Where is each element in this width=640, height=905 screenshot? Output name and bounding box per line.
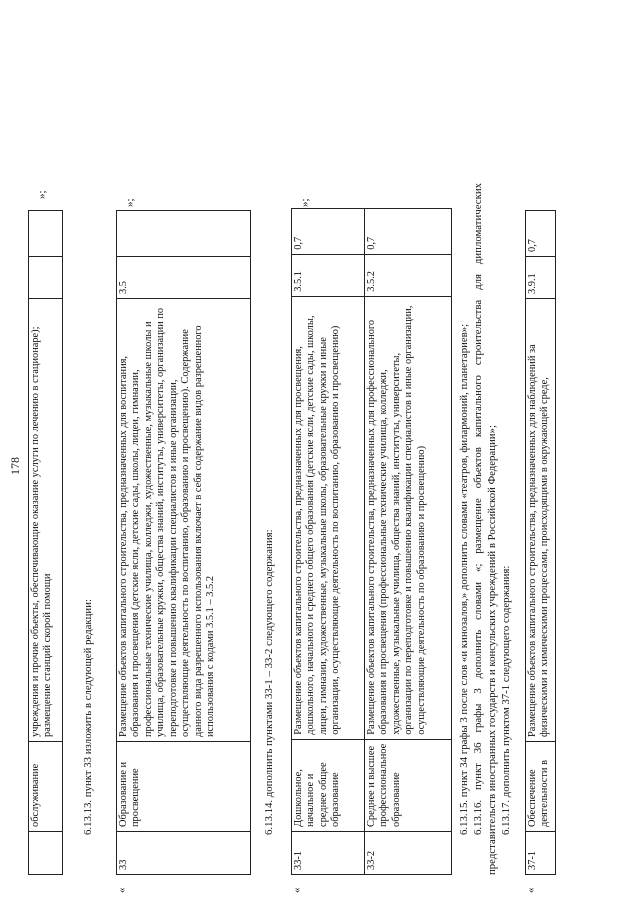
table-cell-name: обслуживание — [29, 742, 63, 832]
table-row — [526, 211, 556, 875]
table-cell-desc: Размещение объектов капитального строительства, предназначенных для наблюдений за физическими и химическими процессами, происходящими в окружающей среде, — [526, 299, 556, 742]
top-table — [28, 210, 63, 875]
table-row — [292, 208, 365, 874]
table-cell-num: 33-2 — [365, 832, 452, 875]
table-33-1 — [291, 208, 452, 875]
paragraph-6-13-16: 6.13.16. пункт 36 графы 3 дополнить словами «; размещение объектов капитального строительства для дипломатических — [472, 183, 484, 835]
table-cell-desc: Размещение объектов капитального строительства, предназначенных для воспитания, образования и просвещения (детские ясли, детские сады, школы, лицеи, гимназии, профессиональные технические училища, колледжи, художественные, музыкальные школы и училища, образовательные кружки, общества знаний, институты, университеты, организации по переподготовке и повышению квалификации специалистов и иные организации, осуществляющие деятельность по воспитанию, образованию и просвещению). Содержание данного вида разрешенного использования включает в себя содержание видов разрешенного использования с кодами 3.5.1 – 3.5.2 — [117, 299, 251, 742]
table-row — [29, 211, 63, 875]
table-cell-value — [29, 211, 63, 257]
table-33-block — [116, 198, 251, 893]
table-cell-num: 33 — [117, 832, 251, 875]
table-cell-name: Обеспечение деятельности в — [526, 742, 556, 832]
open-quote: « — [525, 887, 537, 893]
table-row — [117, 211, 251, 875]
paragraph-6-13-13: 6.13.13. пункт 33 изложить в следующей редакции: — [82, 599, 94, 835]
table-33-1-block — [291, 198, 452, 893]
paragraph-6-13-17: 6.13.17. дополнить пунктом 37-1 следующего содержания: — [500, 565, 512, 835]
table-cell-value: 0,7 — [292, 208, 365, 254]
table-cell-code: 3.5.2 — [365, 254, 452, 296]
table-cell-desc: Размещение объектов капитального строительства, предназначенных для профессионального образования и просвещения (профессиональные технические училища, колледжи, художественные, музыкальные училища, общества знаний, институты, университеты, организации по переподготовке и повышению квалификации специалистов и иные организации, осуществляющие деятельность по образованию и просвещению) — [365, 296, 452, 739]
table-cell-desc: Размещение объектов капитального строительства, предназначенных для просвещения, дошкольного, начального и среднего общего образования (детские ясли, детские сады, школы, лицеи, гимназии, художественные, музыкальные школы, образовательные кружки и иные организации, осуществляющие деятельность по воспитанию, образованию и просвещению) — [292, 296, 365, 739]
table-cell-code: 3.5.1 — [292, 254, 365, 296]
table-cell-name: Дошкольное, начальное и среднее общее образование — [292, 739, 365, 831]
open-quote: « — [116, 887, 128, 893]
table-row — [365, 208, 452, 874]
table-cell-num: 33-1 — [292, 832, 365, 875]
table-cell-name: Образование и просвещение — [117, 742, 251, 832]
table-cell-code: 3.9.1 — [526, 257, 556, 299]
table-cell-num: 37-1 — [526, 832, 556, 875]
table-cell-code — [29, 257, 63, 299]
paragraph-6-13-14: 6.13.14. дополнить пунктами 33-1 – 33-2 следующего содержания: — [263, 529, 275, 835]
table-cell-value: 0,7 — [526, 211, 556, 257]
table-cell-name: Среднее и высшее профессиональное образование — [365, 739, 452, 831]
top-table-block — [28, 190, 63, 875]
open-quote: « — [291, 887, 303, 893]
table-37-1-block — [525, 210, 556, 893]
table-33 — [116, 210, 251, 875]
table-cell-code: 3.5 — [117, 257, 251, 299]
paragraph-6-13-15: 6.13.15. пункт 34 графы 3 после слов «и кинозалов,» дополнить словами «театров, филармоний, планетариев»; — [458, 323, 470, 835]
table-cell-value — [117, 211, 251, 257]
close-quote: »; — [124, 198, 136, 207]
close-quote: »; — [299, 198, 311, 207]
paragraph-6-13-16-cont: представительств иностранных государств и консульских учреждений в Российской Федерации»; — [486, 425, 498, 875]
close-quote: »; — [36, 190, 48, 199]
table-37-1 — [525, 210, 556, 875]
page-number: 178 — [8, 457, 22, 475]
table-cell-value: 0,7 — [365, 208, 452, 254]
table-cell-desc: учреждения и прочие объекты, обеспечивающие оказание услуги по лечению в стационаре); размещение станций скорой помощи — [29, 299, 63, 742]
